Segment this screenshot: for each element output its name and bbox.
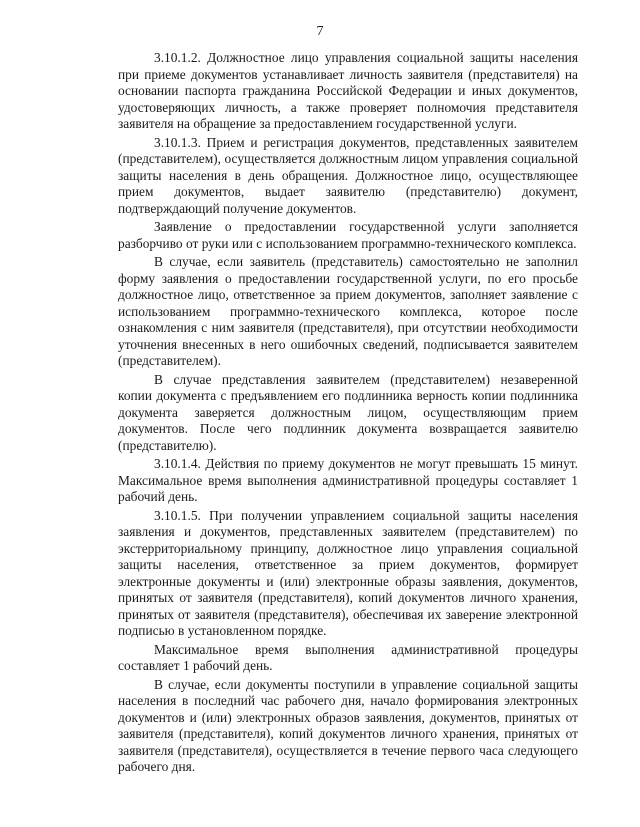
paragraph-copy-certification: В случае представления заявителем (представителем) незаверенной копии документа с предъявлением его подлинника верность копии подлинника документа заверяется должностным лицом, осуществляющим прием документов. После чего подлинник документа возвращается заявителю (представителю). bbox=[118, 371, 578, 453]
paragraph-last-hour: В случае, если документы поступили в управление социальной защиты населения в последний час рабочего дня, начало формирования электронных документов и (или) электронных образов заявления, документов, принятых от заявителя (представителя), копий документов личного хранения, принятых от заявителя (представителя), осуществляется в течение первого часа следующего рабочего дня. bbox=[118, 676, 578, 774]
paragraph-max-time: Максимальное время выполнения административной процедуры составляет 1 рабочий день. bbox=[118, 641, 578, 673]
page-number: 7 bbox=[316, 24, 324, 39]
paragraph-3-10-1-3: 3.10.1.3. Прием и регистрация документов, представленных заявителем (представителем), осуществляется должностным лицом управления социальной защиты населения в день обращения. Должностное лицо, осуществляющее прием документов, выдает заявителю (представителю) документ, подтверждающий получение документов. bbox=[118, 134, 578, 216]
paragraph-official-fills-form: В случае, если заявитель (представитель) самостоятельно не заполнил форму заявления о предоставлении государственной услуги, по его просьбе должностное лицо, ответственное за прием документов, заполняет заявление с использованием программно-технического комплекса, которое после ознакомления с ним заявителя (представителя), при отсутствии необходимости уточнения внесенных в него ошибочных сведений, подписывается заявителем (представителем). bbox=[118, 254, 578, 368]
paragraph-3-10-1-5: 3.10.1.5. При получении управлением социальной защиты населения заявления и документов, представленных заявителем (представителем) по экстерриториальному принципу, должностное лицо управления социальной защиты населения, ответственное за прием документов, формирует электронные документы и (или) электронные образы заявления, документов, принятых от заявителя (представителя), копий документов личного хранения, принятых от заявителя (представителя), обеспечивая их заверение электронной подписью в установленном порядке. bbox=[118, 507, 578, 638]
paragraph-application-filling: Заявление о предоставлении государственной услуги заполняется разборчиво от руки или с использованием программно-технического комплекса. bbox=[118, 219, 578, 251]
paragraph-3-10-1-2: 3.10.1.2. Должностное лицо управления социальной защиты населения при приеме документов устанавливает личность заявителя (представителя) на основании паспорта гражданина Российской Федерации и иных документов, удостоверяющих личность, а также проверяет полномочия представителя заявителя на обращение за предоставлением государственной услуги. bbox=[118, 50, 578, 131]
document-body bbox=[118, 50, 578, 778]
paragraph-3-10-1-4: 3.10.1.4. Действия по приему документов не могут превышать 15 минут. Максимальное время выполнения административной процедуры составляет 1 рабочий день. bbox=[118, 456, 578, 504]
